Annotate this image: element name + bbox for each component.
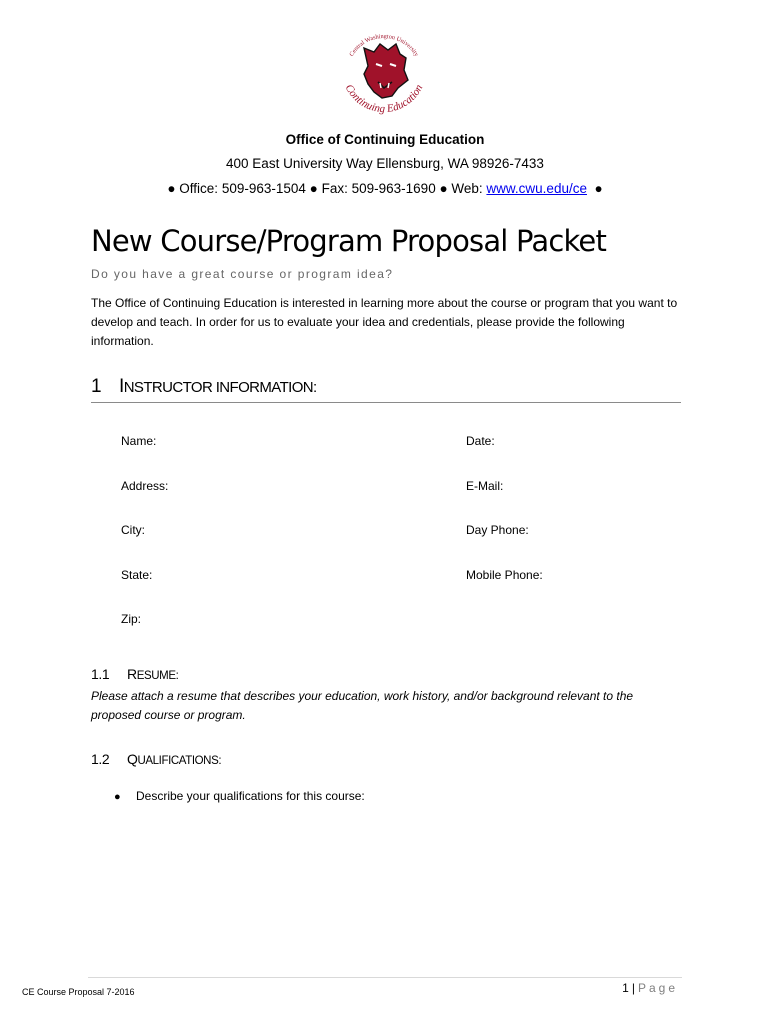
fax-label: Fax: [321,181,348,196]
field-label-zip: Zip: [121,612,142,626]
intro-paragraph: The Office of Continuing Education is interested in learning more about the course or program that you want to develop and teach. In order for us to evaluate your idea and credentials, please provide the following information. [91,296,678,348]
cwu-continuing-education-logo [334,22,434,122]
field-label-city: City: [121,523,145,537]
wildcat-icon [364,44,408,98]
page-word: Page [637,981,678,995]
field-label-email: E-Mail: [466,479,504,493]
bullet-dot: ● [594,181,603,196]
subsection-number: 1.2 [91,751,110,767]
subsection-heading-rest: UALIFICATIONS: [137,755,222,767]
svg-text:Central Washington University: Central Washington University [348,32,420,58]
list-item [114,789,365,803]
bullet-dot: ● [439,181,448,196]
office-phone-label: Office: [179,181,219,196]
subsection-heading-resume [91,666,178,682]
office-phone: 509-963-1504 [221,181,306,196]
web-label: Web: [451,181,483,196]
section-heading-rest: NSTRUCTOR INFORMATION: [123,379,317,396]
field-label-name: Name: [121,434,157,448]
subsection-heading-initial: R [127,666,137,682]
bullet-icon: ● [114,791,121,803]
field-label-state: State: [121,568,153,582]
bullet-dot: ● [167,181,176,196]
web-link[interactable]: www.cwu.edu/ce [486,181,587,196]
section-heading-instructor-information [91,376,681,403]
resume-instructions: Please attach a resume that describes your education, work history, and/or background relevant to the proposed course or program. [91,689,634,722]
footer-divider [88,977,682,978]
field-label-mobile-phone: Mobile Phone: [466,568,543,582]
subsection-heading-qualifications [91,751,221,767]
subsection-number: 1.1 [91,666,110,682]
document-title: New Course/Program Proposal Packet [91,224,607,258]
svg-text:Continuing Education: Continuing Education [342,82,426,116]
fax-phone: 509-963-1690 [351,181,436,196]
field-label-date: Date: [466,434,495,448]
document-subtitle: Do you have a great course or program idea? [91,267,394,281]
office-contact-line [0,181,770,196]
subsection-heading-rest: ESUME: [136,670,179,682]
subsection-heading-initial: Q [127,751,138,767]
section-number: 1 [91,376,101,397]
qualifications-prompt: Describe your qualifications for this course: [136,789,365,803]
footer-document-id: CE Course Proposal 7-2016 [22,987,135,997]
page-separator: | [631,981,635,995]
bullet-dot: ● [309,181,318,196]
office-title: Office of Continuing Education [285,132,485,147]
office-address: 400 East University Way Ellensburg, WA 98926-7433 [226,156,544,171]
field-label-day-phone: Day Phone: [466,523,529,537]
footer-page-number [622,981,678,995]
section-heading-initial: I [119,376,124,397]
field-label-address: Address: [121,479,169,493]
page-number: 1 [622,981,629,995]
